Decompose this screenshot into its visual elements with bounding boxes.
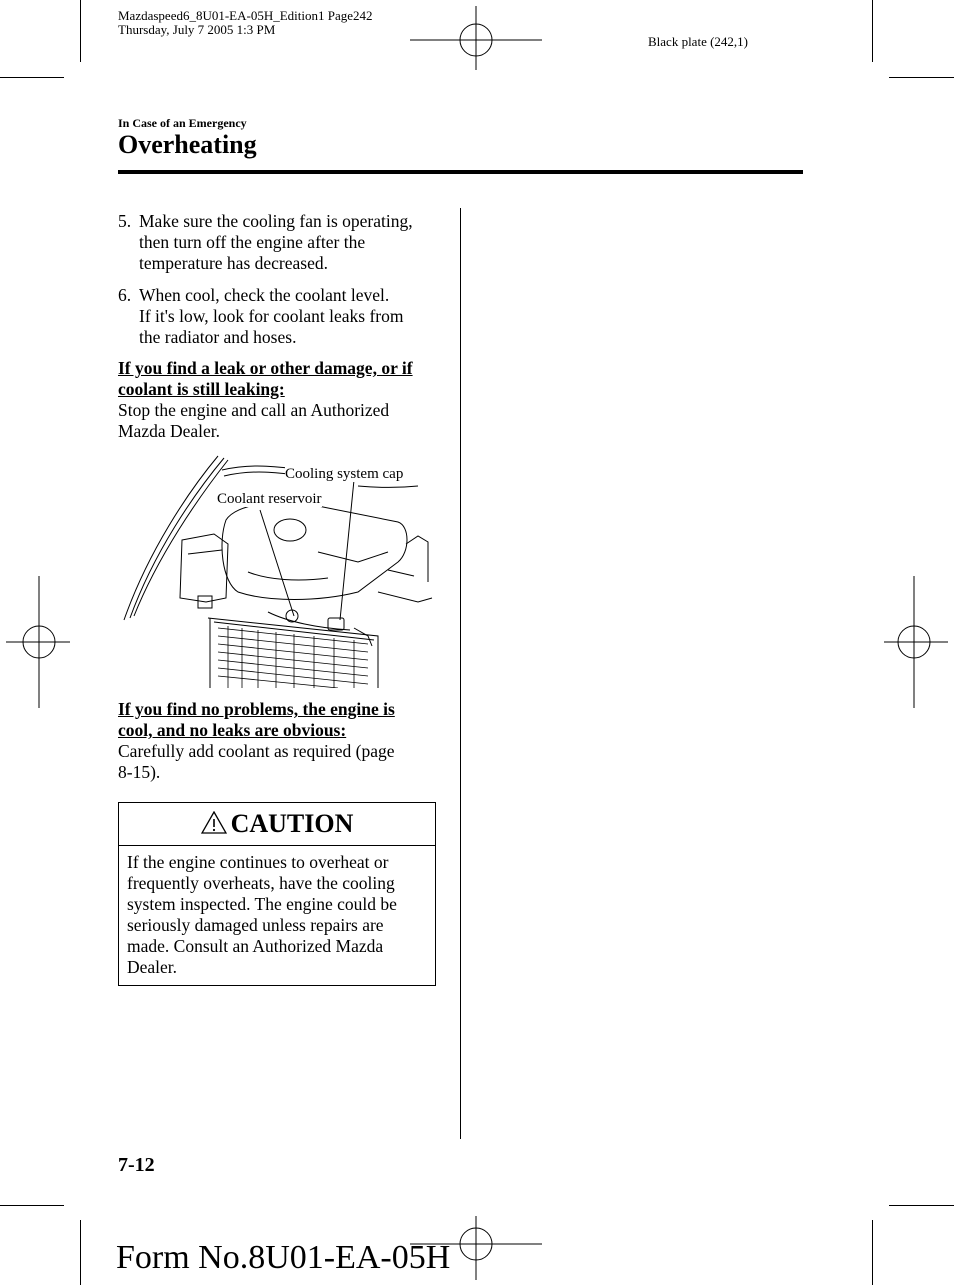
caution-line: Dealer.	[127, 957, 178, 977]
leak-heading-line: If you find a leak or other damage, or if	[118, 358, 413, 378]
step-item-5	[118, 211, 438, 274]
print-header-timestamp: Thursday, July 7 2005 1:3 PM	[118, 22, 276, 37]
step-item-6	[118, 285, 438, 348]
no-problem-body-line: 8-15).	[118, 762, 161, 782]
figure-label-cooling-system-cap: Cooling system cap	[285, 466, 404, 482]
step-text-line: Make sure the cooling fan is operating,	[139, 211, 413, 231]
crop-mark	[0, 1205, 64, 1206]
step-text-line: If it's low, look for coolant leaks from	[139, 306, 404, 326]
crop-mark	[872, 1220, 873, 1285]
caution-text	[119, 846, 435, 984]
caution-title: CAUTION	[230, 809, 354, 838]
caution-line: made. Consult an Authorized Mazda	[127, 936, 384, 956]
step-text-line: then turn off the engine after the	[139, 232, 366, 252]
figure-label-coolant-reservoir: Coolant reservoir	[217, 491, 322, 507]
crop-mark	[80, 1220, 81, 1285]
print-header-filename: Mazdaspeed6_8U01-EA-05H_Edition1 Page242	[118, 8, 373, 23]
registration-mark-top	[410, 6, 542, 70]
caution-line: system inspected. The engine could be	[127, 894, 397, 914]
caution-header	[119, 803, 435, 846]
leak-section	[118, 358, 448, 442]
no-problem-heading-line: cool, and no leaks are obvious:	[118, 720, 347, 740]
step-text-line: the radiator and hoses.	[139, 327, 297, 347]
crop-mark	[889, 77, 954, 78]
leak-heading-line: coolant is still leaking:	[118, 379, 285, 399]
column-divider	[460, 208, 461, 1139]
page-number: 7-12	[118, 1154, 155, 1176]
print-header-plate: Black plate (242,1)	[648, 34, 748, 49]
form-number: Form No.8U01-EA-05H	[116, 1239, 451, 1276]
leak-body-line: Mazda Dealer.	[118, 421, 221, 441]
leak-body-line: Stop the engine and call an Authorized	[118, 400, 390, 420]
no-problem-heading-line: If you find no problems, the engine is	[118, 699, 395, 719]
step-text-line: When cool, check the coolant level.	[139, 285, 390, 305]
registration-mark-right	[884, 576, 948, 708]
engine-bay-illustration	[118, 452, 438, 688]
registration-mark-left	[6, 576, 70, 708]
crop-mark	[889, 1205, 954, 1206]
caution-line: frequently overheats, have the cooling	[127, 873, 395, 893]
warning-triangle-icon	[201, 811, 227, 834]
crop-mark	[80, 0, 81, 62]
title-rule	[118, 170, 803, 174]
step-text-line: temperature has decreased.	[139, 253, 328, 273]
caution-line: If the engine continues to overheat or	[127, 852, 389, 872]
page-title: Overheating	[118, 130, 257, 159]
no-problem-body-line: Carefully add coolant as required (page	[118, 741, 395, 761]
step-number: 5.	[118, 211, 132, 231]
caution-box	[118, 802, 436, 986]
caution-line: seriously damaged unless repairs are	[127, 915, 384, 935]
section-label: In Case of an Emergency	[118, 116, 247, 130]
crop-mark	[872, 0, 873, 62]
step-number: 6.	[118, 285, 132, 305]
no-problem-section	[118, 699, 448, 783]
crop-mark	[0, 77, 64, 78]
